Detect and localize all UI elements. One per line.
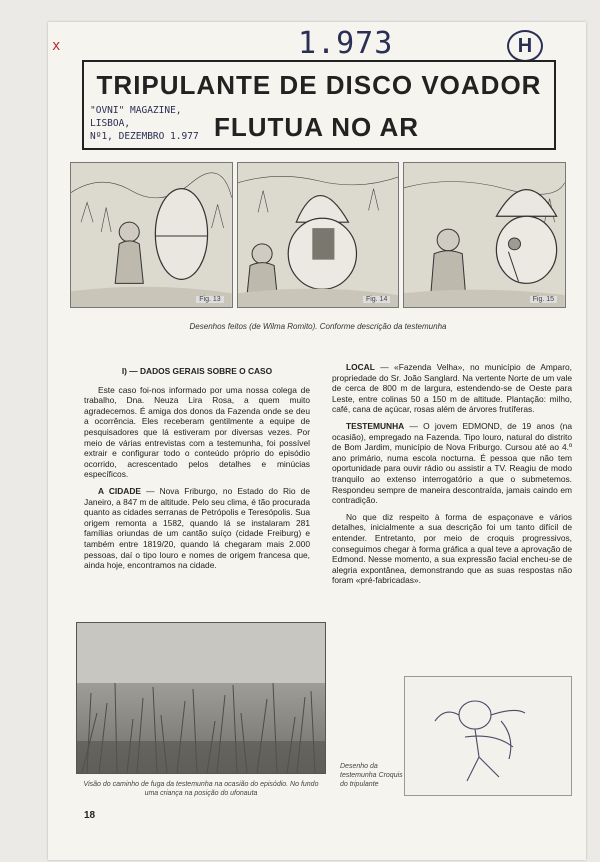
field-photo xyxy=(76,622,326,774)
section-heading: I) — DADOS GERAIS SOBRE O CASO xyxy=(121,366,273,376)
figure-label: Fig. 14 xyxy=(363,296,390,303)
illustration-caption: Desenhos feitos (de Wilma Romito). Conforme descrição da testemunha xyxy=(189,322,447,331)
paragraph: No que diz respeito à forma de espaçonave e vários detalhes, inicialmente a sua descrição foi um tanto difícil de entender. Entretanto, por meio de croquis progressivos, conseguimos chegar à forma gráfica a qual teve a aprovação de Edmond. Nesse momento, a sua expressão facial encheu-se de alegria expontânea, demonstrando que as suas respostas não foram «pré-fabricadas». xyxy=(332,511,572,586)
corner-mark: x xyxy=(52,38,61,54)
paragraph-label: LOCAL xyxy=(346,362,375,372)
paragraph: Este caso foi-nos informado por uma nossa colega de trabalho, Dna. Neuza Lira Rosa, a quem muito agradecemos. É amiga dos donos da Fazenda onde se deu a ocorrência. Eles receberam gentilmente a equipe de pesquisadores que lá estiveram por diversas vezes. Por meio de várias entrevistas com a testemunha, foi possível extrair e configurar todo o conteúdo próprio do episódio ocorrido, acrescentado pelos detalhes e minúcias específicos. xyxy=(84,384,310,480)
figure-label: Fig. 15 xyxy=(530,296,557,303)
ufo-drawing-2 xyxy=(238,163,399,307)
paragraph-text: — Nova Friburgo, no Estado do Rio de Janeiro, a 847 m de altitude. Pelo seu clima, é tão procurada quanto as cidades serranas de Petrópolis e Teresópolis. Sua origem remonta a 1582, quando lá se instalaram 281 famílias oriundas de um cantão suíço (cidade Freiburg) e também entre 1819/20, quando lá chegaram mais 2.000 pessoas, daí o tipo louro e nomes de origem francesa que, ainda hoje, encontramos na cidade. xyxy=(84,485,310,571)
witness-sketch xyxy=(404,676,572,796)
figure-label: Fig. 13 xyxy=(196,296,223,303)
paragraph xyxy=(332,421,572,506)
handwritten-source-note: "OVNI" MAGAZINE, LISBOA, Nº1, DEZEMBRO 1.977 xyxy=(90,105,199,142)
article-title-line-2: FLUTUA NO AR xyxy=(214,112,420,142)
illustration-panel xyxy=(70,162,233,308)
paragraph-text: — O jovem EDMOND, de 19 anos (na ocasião), empregado na Fazenda. Tipo louro, natural do distrito de Bom Jardim, município de Nova Friburgo. Cursou até ao 4.º ano primário, numa escola nocturna. É pessoa que não tem oportunidade para ouvir rádio ou assistir a TV. Reagiu de modo tranquilo ao extenso interrogatório a que o submetemos. Respondeu sempre de maneira descontraída, jamais caindo em contradição. xyxy=(332,420,572,506)
crew-member-sketch xyxy=(405,677,571,795)
right-column xyxy=(332,362,572,592)
ufo-drawing-3 xyxy=(404,163,565,307)
paragraph-text: — «Fazenda Velha», no município de Amparo, propriedade do Sr. João Sanglard. Na vertente Norte de um vale de cerca de 800 m de largura, estendendo-se de Oeste para Leste, entre colinas 50 a 150 m de altitude. Plantação: milho, café, cana de açúcar, rosas além de árvores frutíferas. xyxy=(332,362,572,415)
paragraph-label: A CIDADE xyxy=(98,485,141,496)
handwritten-year: 1.973 xyxy=(298,26,394,61)
title-box xyxy=(82,60,556,150)
ufo-drawing-1 xyxy=(71,163,232,307)
photo-caption: Visão do caminho de fuga da testemunha na ocasião do episódio. No fundo uma criança na posição do ufonauta xyxy=(83,781,319,797)
handwritten-letter-circle: H xyxy=(507,30,543,62)
illustration-strip xyxy=(70,162,566,308)
grass-photo xyxy=(77,623,325,773)
article-title-line-1: TRIPULANTE DE DISCO VOADOR xyxy=(96,70,542,100)
paragraph xyxy=(84,486,310,571)
illustration-panel xyxy=(403,162,566,308)
left-column xyxy=(84,366,310,577)
illustration-panel xyxy=(237,162,400,308)
sketch-caption: Desenho da testemunha Croquis do tripulante xyxy=(340,763,403,788)
paragraph-label: TESTEMUNHA xyxy=(346,420,405,431)
paragraph xyxy=(332,362,572,415)
page-number: 18 xyxy=(84,810,96,821)
